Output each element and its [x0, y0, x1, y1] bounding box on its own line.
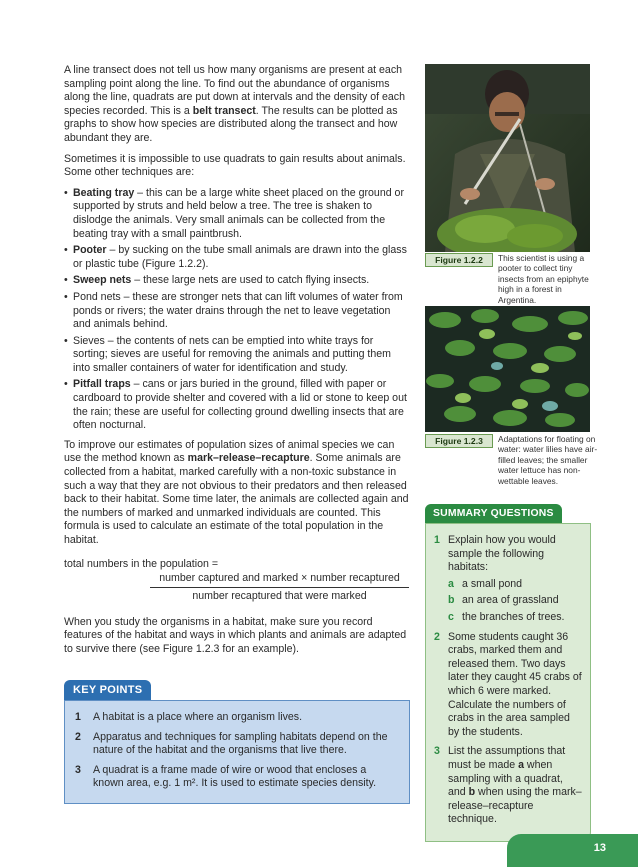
summary-questions-body — [425, 523, 591, 842]
belt-transect-paragraph: A line transect does not tell us how many organisms are present at each sampling point along the line. To find out the abundance of organisms along the line, quadrats are put down at intervals and the density of each species recorded. This is a belt transect. The results can be plotted as graphs to show how species are distributed along the transect and how abundant they are. — [64, 64, 405, 144]
summary-questions-heading: SUMMARY QUESTIONS — [425, 504, 562, 523]
techniques-intro: Sometimes it is impossible to use quadrats to gain results about animals. Some other techniques are: — [64, 152, 406, 179]
summary-question-3: 3 List the assumptions that must be made a when sampling with a quadrat, and b when using the mark–release–recapture technique. — [434, 745, 582, 826]
summary-question-1: 1 Explain how you would sample the following habitats: a a small pond b an area of grassland c the branches of trees. — [434, 534, 582, 625]
summary-subquestion: b an area of grassland — [448, 594, 559, 607]
key-points-heading: KEY POINTS — [64, 680, 151, 700]
figure-label: Figure 1.2.3 — [425, 434, 493, 448]
technique-pooter: • Pooter – by sucking on the tube small animals are drawn into the glass or plastic tube (Figure 1.2.2). — [64, 244, 409, 271]
page-number-tab — [507, 834, 638, 867]
summary-questions-box — [425, 503, 591, 842]
key-point-item: 1 A habitat is a place where an organism lives. — [75, 711, 303, 723]
pooter-scientist-photo — [425, 64, 590, 252]
formula-denominator: number recaptured that were marked — [192, 589, 367, 602]
technique-sweep-nets: • Sweep nets – these large nets are used to catch flying insects. — [64, 274, 409, 288]
population-formula — [64, 558, 409, 604]
closing-paragraph: When you study the organisms in a habitat, make sure you record features of the habitat and ways in which plants and animals are adapted to survive there (see Figure 1.2.3 for an example). — [64, 615, 407, 655]
key-points-box — [64, 680, 410, 804]
summary-subquestion: a a small pond — [448, 577, 523, 590]
page-number: 13 — [593, 842, 606, 854]
technique-pitfall-traps: • Pitfall traps – cans or jars buried in the ground, filled with paper or cardboard to provide shelter and covered with a lid or stone to keep out the rain; these are useful for collecting ground dwelling insects that are often nocturnal. — [64, 378, 409, 432]
key-points-body — [64, 700, 410, 804]
key-point-item: 2 Apparatus and techniques for sampling habitats depend on the nature of the habitat and the organisms that live there. — [75, 730, 388, 757]
key-point-item: 3 A quadrat is a frame made of wire or wood that encloses a known area, e.g. 1 m². It is used to estimate species density. — [75, 763, 377, 790]
summary-question-2: 2 Some students caught 36 crabs, marked them and released them. Two days later they caught 45 crabs of which 6 were marked. Calculate the numbers of crabs in the area sampled by the students. — [434, 630, 582, 738]
mrr-term: mark–release–recapture — [187, 452, 310, 465]
main-text-column — [64, 64, 409, 663]
mrr-paragraph: To improve our estimates of population sizes of animal species we can use the method known as mark–release–recapture. Some animals are collected from a habitat, marked carefully with a non-toxic substance in such a way that they are not obvious to their predators and then released back to their habitat. Some time later, the animals are collected again and the numbers of marked and unmarked individuals are counted. This formula is used to calculate an estimate of the total population in the habitat. — [64, 438, 409, 546]
summary-subquestion: c the branches of trees. — [448, 610, 565, 623]
technique-beating-tray: • Beating tray – this can be a large white sheet placed on the ground or supported by struts and held below a tree. The tree is shaken to dislodge the animals. Very small animals can be collected from the beating tray with a small paintbrush. — [64, 187, 409, 241]
water-lilies-photo — [425, 306, 590, 432]
formula-numerator: number captured and marked × number recaptured — [150, 572, 409, 589]
figure-caption-text: Adaptations for floating on water: water lilies have air-filled leaves; the smaller water lettuce has non-wettable leaves. — [498, 434, 598, 486]
belt-transect-term: belt transect — [192, 104, 256, 117]
formula-lhs: total numbers in the population = — [64, 557, 219, 570]
figure-label: Figure 1.2.2 — [425, 253, 493, 267]
technique-pond-nets: • Pond nets – these are stronger nets that can lift volumes of water from ponds or rivers; the water drains through the net to leave vegetation and animals behind. — [64, 291, 409, 332]
techniques-list — [64, 187, 409, 433]
figure-caption-text: This scientist is using a pooter to collect tiny insects from an epiphyte high in a forest in Argentina. — [498, 253, 589, 305]
technique-sieves: • Sieves – the contents of nets can be emptied into white trays for sorting; sieves are useful for removing the animals and putting them into smaller containers of water for identification and study. — [64, 335, 409, 376]
